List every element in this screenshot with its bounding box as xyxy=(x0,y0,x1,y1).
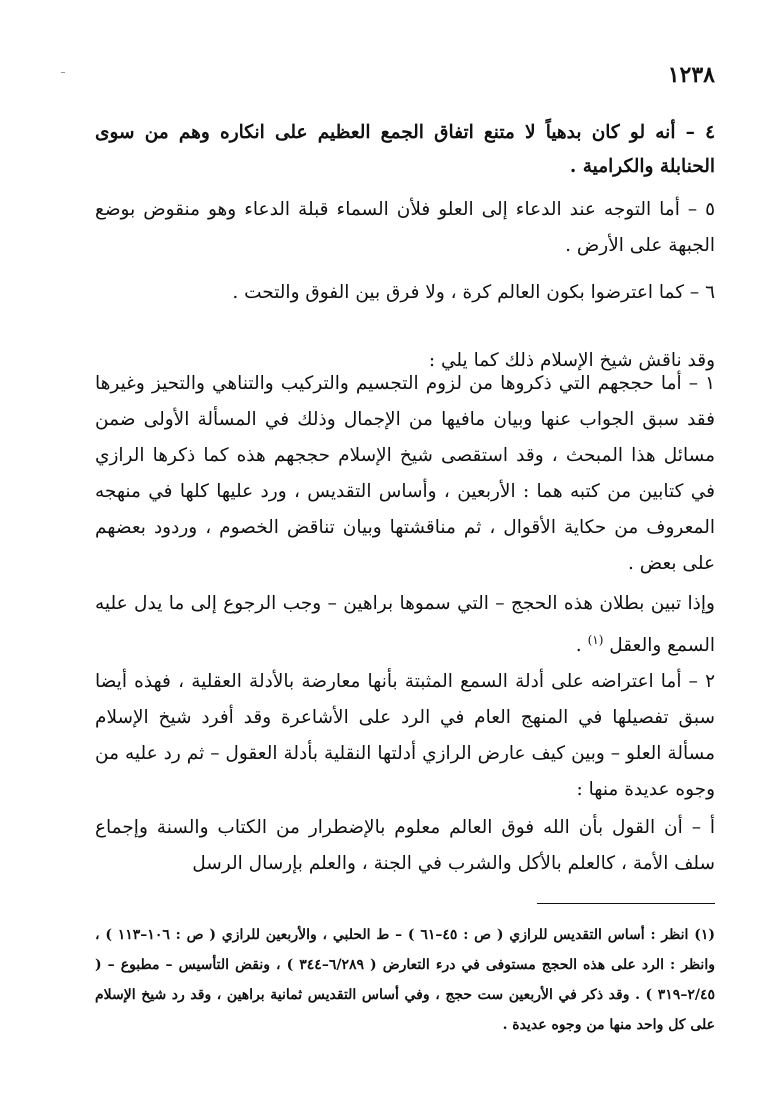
book-page xyxy=(95,0,715,1107)
paragraph-conclusion-text: وإذا تبين بطلان هذه الحجج – التي سموها براهين – وجب الرجوع إلى ما يدل عليه السمع والعقل xyxy=(95,593,715,657)
paragraph-response-1: ١ – أما حججهم التي ذكروها من لزوم التجسيم والتركيب والتناهي والتحيز وغيرها فقد سبق الجواب عنها وبيان مافيها من الإجمال وذلك في المسألة الأولى ضمن مسائل هذا المبحث ، وقد استقصى شيخ الإسلام حججهم هذه كما ذكرها الرازي في كتابين من كتبه هما : الأربعين ، وأساس التقديس ، ورد عليها كلها في منهجه المعروف من حكاية الأقوال ، ثم مناقشتها وبيان تناقض الخصوم ، وردود بعضهم على بعض . xyxy=(95,373,715,574)
paragraph-point-6: ٦ – كما اعترضوا بكون العالم كرة ، ولا فرق بين الفوق والتحت . xyxy=(232,282,715,303)
paragraph-response-2: ٢ – أما اعتراضه على أدلة السمع المثبتة بأنها معارضة بالأدلة العقلية ، فهذه أيضا سبق تفصيلها في المنهج العام في الرد على الأشاعرة وقد أفرد شيخ الإسلام مسألة العلو – وبين كيف عارض الرازي أدلتها النقلية بأدلة العقول – ثم رد عليه من وجوه عديدة منها : xyxy=(95,671,715,800)
paragraph-discussion-intro: وقد ناقش شيخ الإسلام ذلك كما يلي : xyxy=(428,350,715,371)
paragraph-conclusion xyxy=(95,586,715,664)
paragraph-conclusion-end: . xyxy=(575,635,588,657)
paragraph-point-4: ٤ – أنه لو كان بدهياً لا متنع اتفاق الجمع العظيم على انكاره وهم من سوى الحنابلة والكرامية . xyxy=(95,122,715,177)
paragraph-point-5: ٥ – أما التوجه عند الدعاء إلى العلو فلأن السماء قبلة الدعاء وهو منقوض بوضع الجبهة على الأرض . xyxy=(95,199,715,256)
footnote-separator xyxy=(537,903,715,904)
margin-mark xyxy=(61,72,65,73)
page-number: ١٢٣٨ xyxy=(667,62,715,88)
footnote: (١) انظر : أساس التقديس للرازي ( ص : ٤٥–٦١ ) – ط الحلبي ، والأربعين للرازي ( ص : ١٠٦–١١٣ ) ، وانظر : الرد على هذه الحجج مستوفى في درء التعارض ( ٦/٢٨٩–٣٤٤ ) ، ونقض التأسيس – مطبوع – ( ٢/٤٥–٣١٩ ) . وقد ذكر في الأربعين ست حجج ، وفي أساس التقديس ثمانية براهين ، وقد رد شيخ الإسلام على كل واحد منها من وجوه عديدة . xyxy=(95,927,715,1033)
paragraph-subpoint-a: أ – أن القول بأن الله فوق العالم معلوم بالإضطرار من الكتاب والسنة وإجماع سلف الأمة ، كالعلم بالأكل والشرب في الجنة ، والعلم بإرسال الرسل xyxy=(95,817,715,874)
footnote-reference[interactable]: (١) xyxy=(587,633,604,647)
